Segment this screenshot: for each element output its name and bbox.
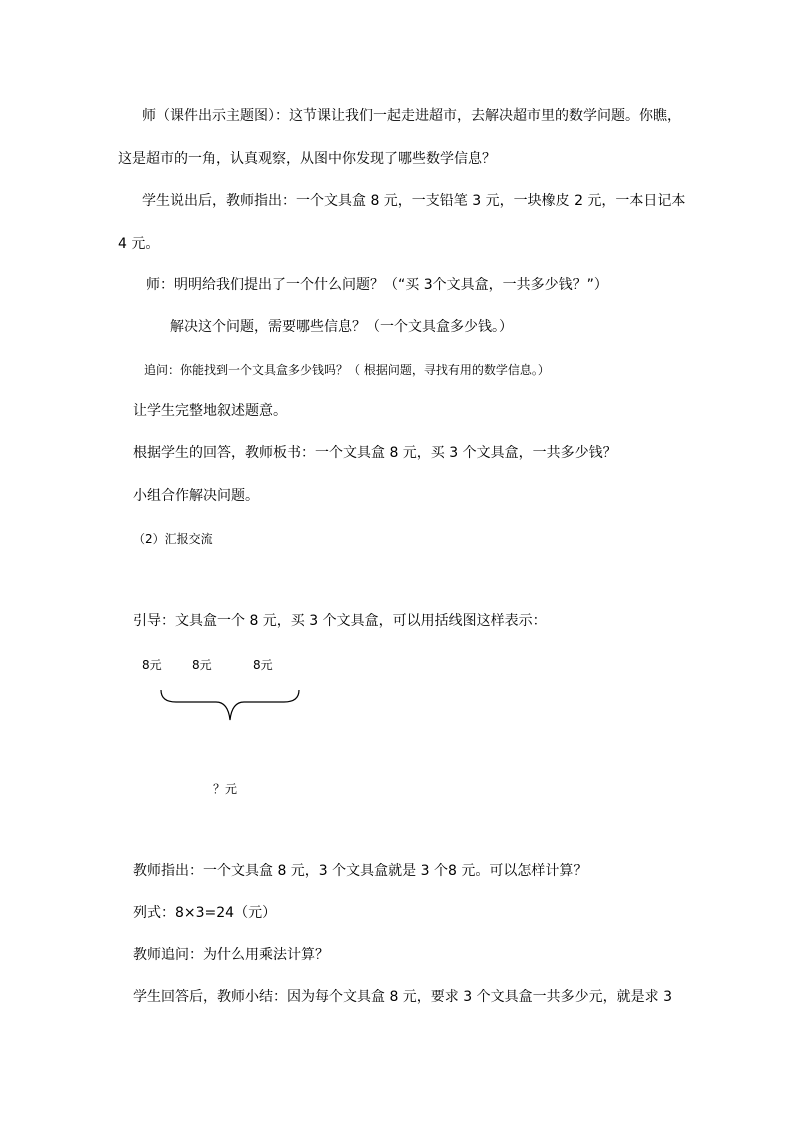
paragraph-why-multiply: 教师追问：为什么用乘法计算？ bbox=[133, 947, 329, 963]
paragraph-info: 学生说出后，教师指出：一个文具盒 8 元，一支铅笔 3 元，一块橡皮 2 元，一本日记本 bbox=[142, 193, 686, 209]
paragraph-intro: 师（课件出示主题图）：这节课让我们一起走进超市，去解决超市里的数学问题。你瞧， bbox=[142, 108, 681, 124]
paragraph-board: 根据学生的回答，教师板书：一个文具盒 8 元，买 3 个文具盒，一共多少钱？ bbox=[133, 445, 617, 461]
paragraph-info-cont: 4 元。 bbox=[118, 236, 160, 252]
paragraph-summary: 学生回答后，教师小结：因为每个文具盒 8 元，要求 3 个文具盒一共多少元，就是求 3 bbox=[133, 989, 672, 1005]
diagram-label-1: 8元 bbox=[142, 658, 162, 672]
paragraph-question: 师：明明给我们提出了一个什么问题？（“买 3个文具盒，一共多少钱？”） bbox=[146, 277, 608, 293]
paragraph-point-out: 教师指出：一个文具盒 8 元，3 个文具盒就是 3 个8 元。可以怎样计算？ bbox=[133, 863, 588, 879]
curly-brace bbox=[160, 688, 300, 722]
paragraph-group-work: 小组合作解决问题。 bbox=[133, 488, 259, 504]
section-heading-report: （2）汇报交流 bbox=[133, 532, 213, 546]
paragraph-guide: 引导：文具盒一个 8 元，买 3 个文具盒，可以用括线图这样表示： bbox=[133, 613, 547, 629]
diagram-label-2: 8元 bbox=[192, 658, 212, 672]
paragraph-follow-up: 追问：你能找到一个文具盒多少钱吗？（ 根据问题，寻找有用的数学信息。） bbox=[144, 363, 550, 377]
diagram-label-3: 8元 bbox=[253, 658, 273, 672]
diagram-total-label: ？元 bbox=[213, 782, 238, 796]
paragraph-intro-cont: 这是超市的一角，认真观察，从图中你发现了哪些数学信息？ bbox=[118, 151, 496, 167]
paragraph-restate: 让学生完整地叙述题意。 bbox=[133, 403, 287, 419]
paragraph-needed-info: 解决这个问题，需要哪些信息？（一个文具盒多少钱。） bbox=[170, 319, 513, 335]
paragraph-equation: 列式：8×3=24（元） bbox=[133, 905, 277, 921]
